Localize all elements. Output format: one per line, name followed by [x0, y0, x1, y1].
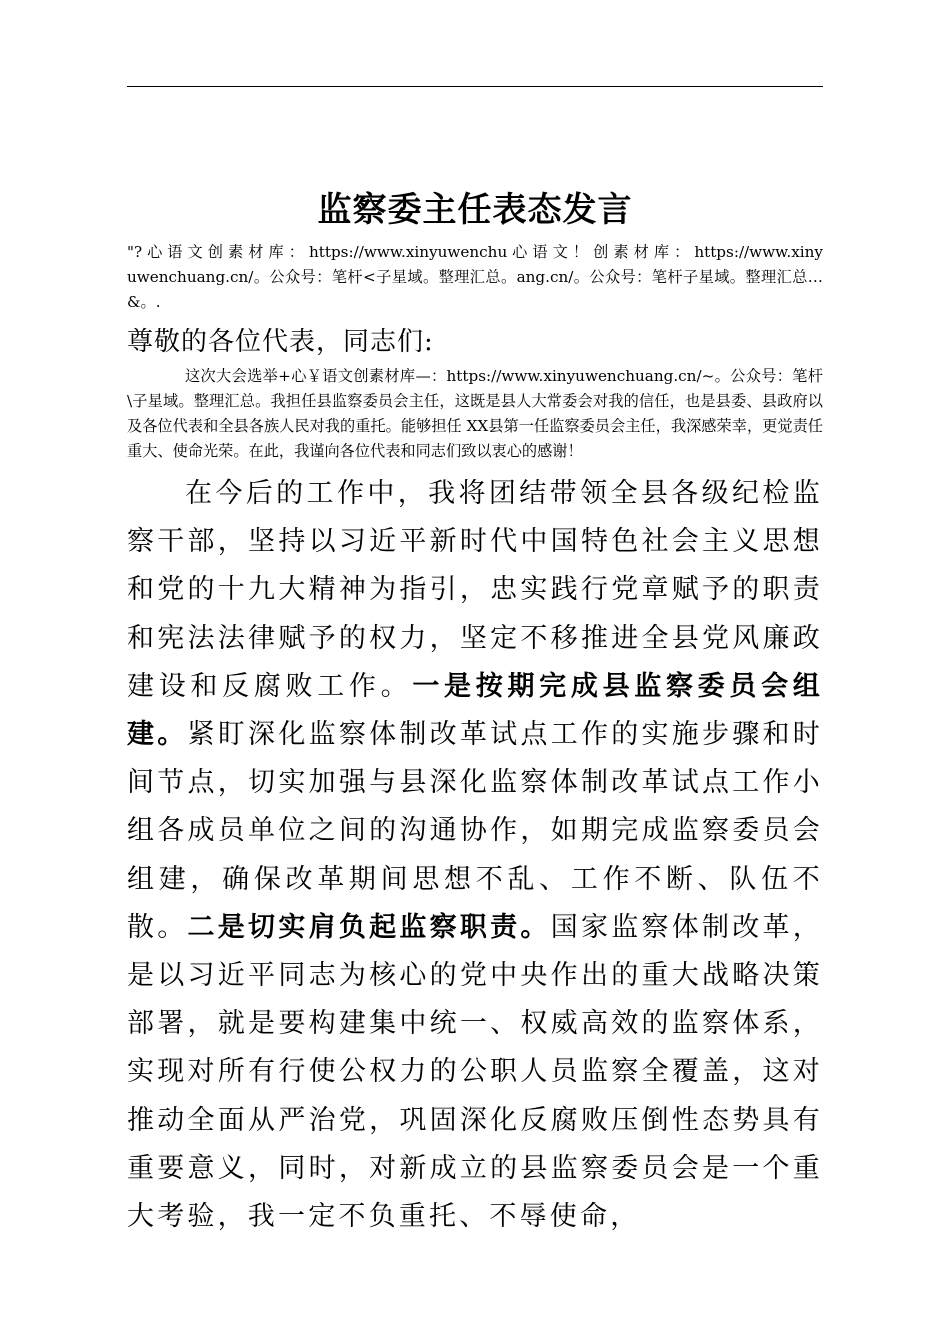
salutation: 尊敬的各位代表，同志们: — [127, 327, 434, 357]
header-rule — [127, 86, 823, 87]
point-1-heading: 一是按期完成县监察委员会组建。 — [127, 670, 823, 751]
document-title: 监察委主任表态发言 — [317, 190, 633, 230]
paragraph-commitments — [127, 470, 823, 1241]
source-note: "? 心 语 文 创 素 材 库 ： https://www.xinyuwenchu 心 语 文 ！ 创 素 材 库 ： https://www.xinyuwenchuang.cn/。公众号：笔杆<子星域。整理汇总。ang.cn/。公众号：笔杆子星域。整理汇总…&。. — [127, 243, 823, 311]
point-2-heading: 二是切实肩负起监察职责。 — [187, 911, 551, 943]
paragraph-acknowledgement: 这次大会选举+心￥语文创素材库—：https://www.xinyuwenchuang.cn/~。公众号：笔杆\子星域。整理汇总。我担任县监察委员会主任，这既是县人大常委会对我的信任，也是县委、县政府以及各位代表和全县各族人民对我的重托。能够担任 XX县第一任监察委员会主任，我深感荣幸，更觉责任重大、使命光荣。在此，我谨向各位代表和同志们致以衷心的感谢！ — [127, 367, 823, 460]
point-2-body: 国家监察体制改革，是以习近平同志为核心的党中央作出的重大战略决策部署，就是要构建集中统一、权威高效的监察体系，实现对所有行使公权力的公职人员监察全覆盖，这对推动全面从严治党，巩固深化反腐败压倒性态势具有重要意义，同时，对新成立的县监察委员会是一个重大考验，我一定不负重托、不辱使命， — [127, 911, 823, 1233]
paragraph-intro: 在今后的工作中，我将团结带领全县各级纪检监察干部，坚持以习近平新时代中国特色社会主义思想和党的十九大精神为指引，忠实践行党章赋予的职责和宪法法律赋予的权力，坚定不移推进全县党风廉政建设和反腐败工作。 — [127, 478, 823, 702]
point-1-body: 紧盯深化监察体制改革试点工作的实施步骤和时间节点，切实加强与县深化监察体制改革试点工作小组各成员单位之间的沟通协作，如期完成监察委员会组建，确保改革期间思想不乱、工作不断、队伍不散。 — [127, 719, 823, 943]
